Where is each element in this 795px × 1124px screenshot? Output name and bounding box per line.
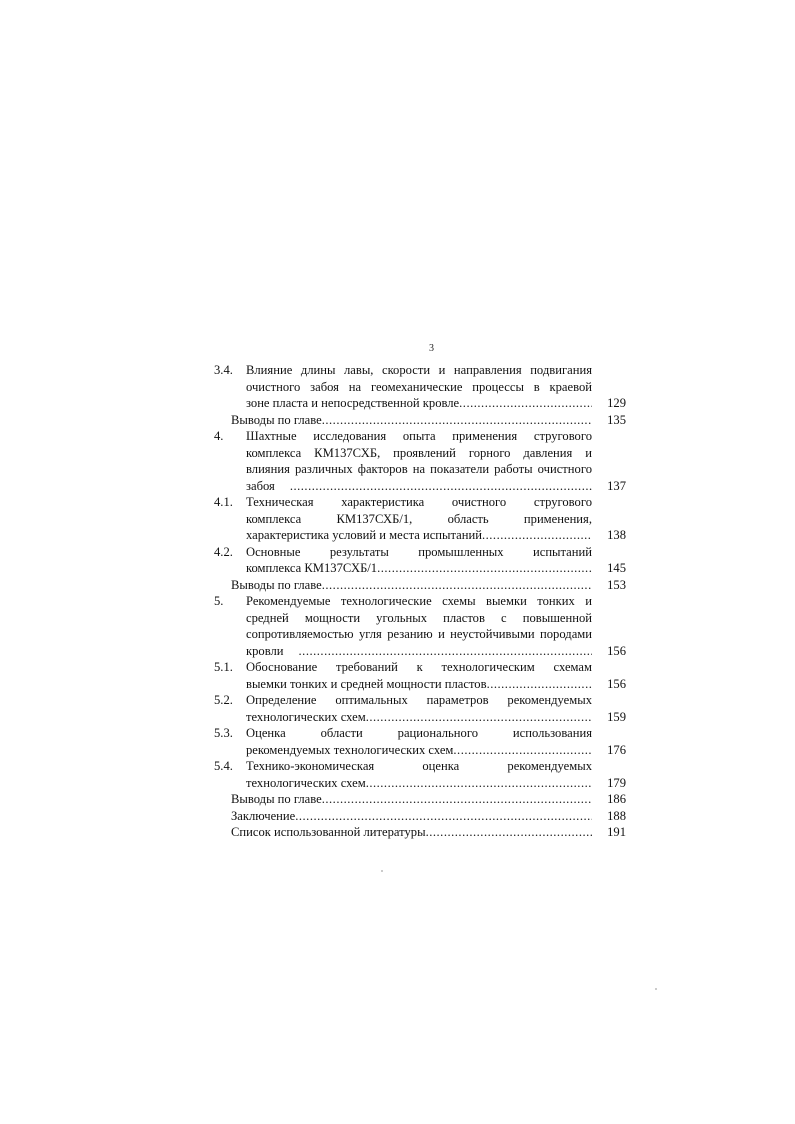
dot-leader (295, 808, 592, 825)
toc-entry-text-line: Оценка области рационального использования (246, 726, 592, 740)
toc-entry-page: 137 (607, 478, 626, 493)
toc-entry-text-line: очистного забоя на геомеханические процессы в краевой (246, 379, 592, 394)
toc-entry-title-end: зоне пласта и непосредственной кровле (246, 396, 460, 410)
toc-entry (214, 362, 626, 412)
toc-entry (214, 494, 626, 544)
toc-entry-title-end: Выводы по главе (231, 577, 322, 592)
dot-leader (366, 775, 592, 792)
toc-entry-text-line: Влияние длины лавы, скорости и направления подвигания (246, 363, 592, 377)
toc-entry-title-end: комплекса КМ137СХБ/1 (246, 561, 378, 575)
toc-entry-title-end: технологических схем (246, 709, 366, 724)
toc-entry (214, 412, 626, 429)
toc-entry-page: 176 (607, 742, 626, 757)
toc-entry (214, 808, 626, 825)
toc-entry-leader-line (231, 643, 592, 660)
toc-entry (214, 824, 626, 841)
dot-leader (453, 742, 592, 759)
toc-entry-number: 5.2. (214, 693, 233, 707)
dot-leader (322, 791, 592, 808)
dot-leader (482, 527, 592, 544)
toc-entry-title-end: Выводы по главе (231, 792, 322, 806)
toc-entry-text-line: средней мощности угольных пластов с повышенной (246, 610, 592, 625)
toc-entry-text-line: комплекса КМ137СХБ, проявлений горного давления и (246, 445, 592, 460)
toc-entry-leader-line (231, 412, 592, 429)
dot-leader (487, 676, 592, 693)
page-number: 3 (429, 343, 434, 354)
dot-leader (366, 709, 592, 726)
scan-speck (655, 988, 657, 990)
toc-entry-page: 153 (607, 577, 626, 592)
toc-entry (214, 791, 626, 808)
toc-entry-title-end: забоя (246, 478, 275, 493)
toc-entry-leader-line (231, 791, 592, 808)
toc-entry-title-end: технологических схем (246, 775, 366, 790)
table-of-contents (214, 362, 626, 841)
toc-entry-number: 5. (214, 594, 224, 608)
toc-entry (214, 577, 626, 594)
toc-entry-leader-line (246, 560, 592, 577)
dot-leader (426, 824, 592, 841)
toc-entry-text-line: Обоснование требований к технологическим схемам (246, 660, 592, 674)
toc-entry-title-end: характеристика условий и места испытаний (246, 528, 482, 542)
toc-entry (214, 725, 626, 758)
toc-entry-number: 4. (214, 429, 224, 443)
toc-entry-number: 3.4. (214, 363, 233, 377)
toc-entry-number: 5.1. (214, 660, 233, 674)
toc-entry-text-line: Техническая характеристика очистного стругового (246, 495, 592, 509)
dot-leader (377, 560, 592, 577)
toc-entry-text-line: Технико-экономическая оценка рекомендуемых (246, 759, 592, 773)
toc-entry-text-line: Определение оптимальных параметров рекомендуемых (246, 693, 592, 707)
toc-entry (214, 593, 626, 659)
toc-entry-leader-line (246, 742, 592, 759)
toc-entry-leader-line (231, 808, 592, 825)
toc-entry-title-end: кровли (246, 643, 284, 658)
toc-entry-leader-line (246, 709, 592, 726)
toc-entry-page: 145 (607, 561, 626, 575)
toc-entry-number: 5.3. (214, 726, 233, 740)
toc-entry-page: 156 (607, 643, 626, 658)
toc-entry-page: 156 (607, 676, 626, 691)
toc-entry-page: 186 (607, 792, 626, 806)
toc-entry (214, 544, 626, 577)
toc-entry-text-line: влияния различных факторов на показатели работы очистного (246, 462, 592, 476)
dot-leader (322, 577, 592, 594)
toc-entry-leader-line (246, 527, 592, 544)
toc-entry-page: 159 (607, 709, 626, 724)
toc-entry-title-end: Выводы по главе (231, 412, 322, 427)
toc-entry-title-end: рекомендуемых технологических схем (246, 742, 454, 757)
dot-leader (459, 395, 592, 412)
toc-entry-text-line: Шахтные исследования опыта применения стругового (246, 429, 592, 443)
toc-entry-page: 138 (607, 528, 626, 542)
toc-entry-page: 191 (607, 825, 626, 839)
dot-leader (284, 643, 592, 660)
toc-entry-leader-line (246, 395, 592, 412)
toc-entry-title-end: выемки тонких и средней мощности пластов (246, 676, 487, 691)
toc-entry-page: 135 (607, 412, 626, 427)
toc-entry (214, 659, 626, 692)
toc-entry-leader-line (231, 478, 592, 495)
dot-leader (275, 478, 592, 495)
toc-entry-text-line: сопротивляемостью угля резанию и неустойчивыми породами (246, 627, 592, 641)
toc-entry-leader-line (246, 775, 592, 792)
toc-entry (214, 758, 626, 791)
toc-entry-leader-line (231, 577, 592, 594)
toc-entry (214, 428, 626, 494)
dot-leader (322, 412, 592, 429)
toc-entry-number: 5.4. (214, 759, 233, 773)
toc-entry-page: 188 (607, 808, 626, 823)
toc-entry-page: 129 (607, 396, 626, 410)
toc-entry-leader-line (246, 676, 592, 693)
toc-entry-text-line: Основные результаты промышленных испытаний (246, 544, 592, 559)
toc-entry-leader-line (231, 824, 592, 841)
toc-entry-title-end: Список использованной литературы (231, 825, 426, 839)
toc-entry-title-end: Заключение (231, 808, 296, 823)
scan-speck (381, 870, 383, 872)
toc-entry-page: 179 (607, 775, 626, 790)
toc-entry-text-line: комплекса КМ137СХБ/1, область применения, (246, 511, 592, 526)
toc-entry-number: 4.2. (214, 544, 233, 559)
toc-entry-text-line: Рекомендуемые технологические схемы выемки тонких и (246, 594, 592, 608)
toc-entry (214, 692, 626, 725)
toc-entry-number: 4.1. (214, 495, 233, 509)
